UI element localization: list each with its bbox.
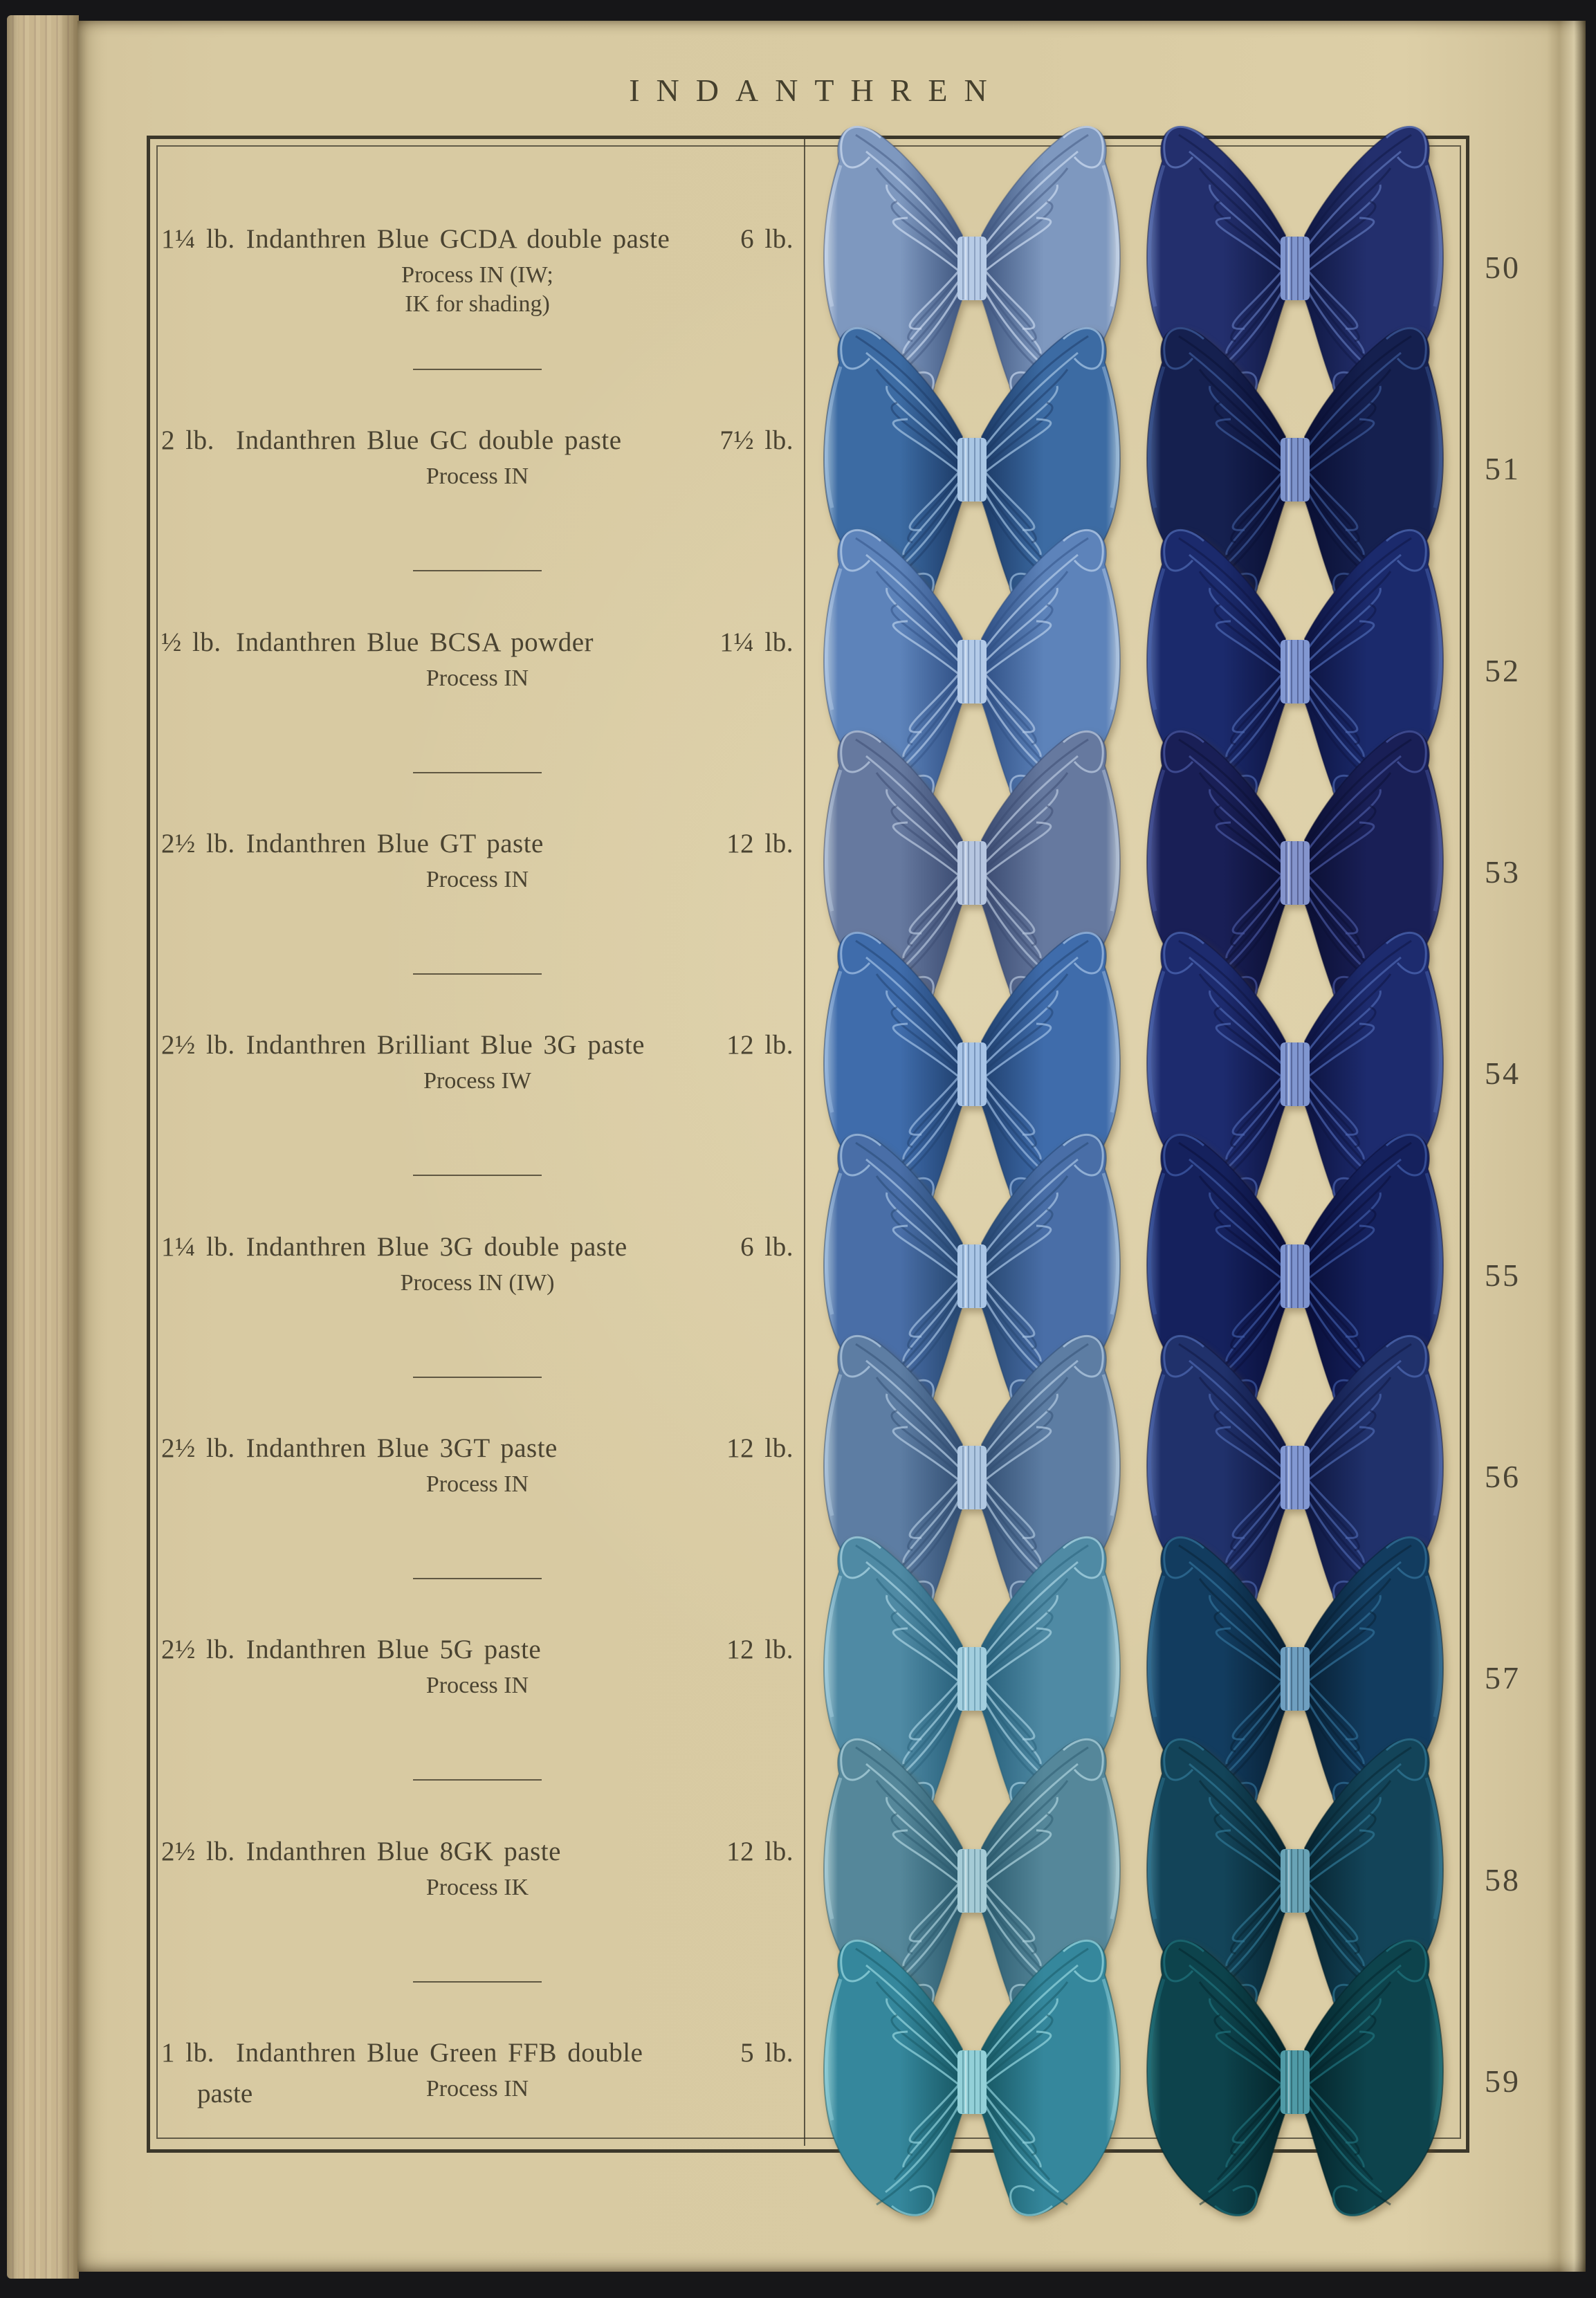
entry-separator-rule — [413, 369, 542, 370]
yield-amount: 12 lb. — [726, 1030, 794, 1060]
recipe-line — [161, 1835, 794, 1868]
yield-amount: 6 lb. — [740, 1231, 794, 1262]
yield-amount: 1¼ lb. — [719, 627, 794, 657]
entry-separator-rule — [413, 772, 542, 773]
dye-name: Indanthren Brilliant Blue 3G paste — [246, 1030, 645, 1060]
recipe-line — [161, 1231, 794, 1264]
dye-name: Indanthren Blue 3GT paste — [246, 1433, 558, 1463]
yield-amount: 6 lb. — [740, 224, 794, 254]
dye-amount-continued: paste — [197, 2078, 253, 2108]
sample-number: 55 — [1485, 1257, 1521, 1293]
dye-name: Indanthren Blue 5G paste — [246, 1635, 542, 1665]
yield-amount: 7½ lb. — [719, 425, 794, 456]
recipe-line — [161, 1633, 794, 1666]
yield-amount: 12 lb. — [726, 1433, 794, 1463]
recipe-line — [161, 2037, 794, 2070]
sample-number: 56 — [1485, 1458, 1521, 1494]
dye-recipe-entry — [161, 1835, 794, 1903]
entry-separator-rule — [413, 570, 542, 571]
sample-number: 51 — [1485, 451, 1521, 487]
process-note: Process IN (IW; — [401, 262, 553, 288]
yield-amount: 12 lb. — [726, 1836, 794, 1866]
entry-separator-rule — [413, 1578, 542, 1579]
process-note: Process IN — [425, 1471, 529, 1497]
dye-name: Indanthren Blue GT paste — [246, 828, 544, 858]
dye-amount: 2½ lb. — [161, 1030, 235, 1060]
dye-amount: 2½ lb. — [161, 1635, 235, 1665]
yield-amount: 12 lb. — [726, 828, 794, 858]
sample-number: 53 — [1485, 854, 1521, 890]
entry-separator-rule — [413, 973, 542, 975]
page-title: INDANTHREN — [629, 73, 1004, 108]
dye-recipe-entry — [161, 827, 794, 895]
dye-amount: ½ lb. — [161, 627, 221, 657]
dye-recipe-entry — [161, 223, 794, 318]
sample-number: 54 — [1485, 1056, 1521, 1092]
dye-amount: 2½ lb. — [161, 828, 235, 858]
entry-separator-rule — [413, 1175, 542, 1176]
process-note: Process IN — [425, 463, 529, 490]
dye-recipe-entry — [161, 424, 794, 492]
process-note: Process IN — [425, 866, 529, 892]
entry-separator-rule — [413, 1981, 542, 1983]
dye-amount: 2½ lb. — [161, 1433, 235, 1463]
sample-number: 59 — [1485, 2063, 1521, 2099]
process-note: Process IN — [425, 1673, 529, 1699]
process-note: Process IN (IW) — [400, 1269, 555, 1296]
entry-separator-rule — [413, 1779, 542, 1781]
recipe-line — [161, 827, 794, 861]
yield-amount: 5 lb. — [740, 2037, 794, 2068]
process-note: Process IN — [425, 2075, 529, 2102]
recipe-line — [161, 1432, 794, 1465]
recipe-line — [161, 1029, 794, 1062]
dye-name: Indanthren Blue 8GK paste — [246, 1836, 561, 1866]
dye-recipe-entry — [161, 1029, 794, 1096]
dye-name: Indanthren Blue GCDA double paste — [246, 224, 670, 254]
dye-name: Indanthren Blue GC double paste — [236, 425, 622, 456]
yield-amount: 12 lb. — [726, 1635, 794, 1665]
dye-amount: 1 lb. — [161, 2037, 214, 2068]
process-note: Process IN — [425, 665, 529, 691]
recipe-line — [161, 626, 794, 659]
process-note: Process IW — [423, 1068, 531, 1094]
dye-recipe-entry — [161, 1231, 794, 1298]
dye-amount: 2 lb. — [161, 425, 214, 456]
dye-recipe-entry — [161, 2037, 794, 2108]
dye-amount: 1¼ lb. — [161, 1231, 235, 1262]
dye-name: Indanthren Blue BCSA powder — [236, 627, 594, 657]
dye-recipe-entry — [161, 1633, 794, 1701]
dye-amount: 1¼ lb. — [161, 224, 235, 254]
recipe-line — [161, 223, 794, 256]
process-note-continued: IK for shading) — [405, 291, 550, 317]
process-note: Process IK — [425, 1874, 529, 1900]
yarn-skein-sample-full-shade — [1129, 1920, 1461, 2245]
dye-recipe-entry — [161, 1432, 794, 1500]
page-right-fold-edge — [1547, 21, 1586, 2272]
entry-separator-rule — [413, 1377, 542, 1378]
sample-number: 50 — [1485, 250, 1521, 285]
sample-number: 57 — [1485, 1660, 1521, 1696]
dye-name: Indanthren Blue Green FFB double — [236, 2037, 643, 2068]
dye-amount: 2½ lb. — [161, 1836, 235, 1866]
sample-number: 52 — [1485, 652, 1521, 688]
recipe-line — [161, 424, 794, 457]
dye-recipe-entry — [161, 626, 794, 694]
yarn-skein-sample-light-shade — [806, 1920, 1138, 2245]
dye-name: Indanthren Blue 3G double paste — [246, 1231, 627, 1262]
sample-number: 58 — [1485, 1862, 1521, 1897]
